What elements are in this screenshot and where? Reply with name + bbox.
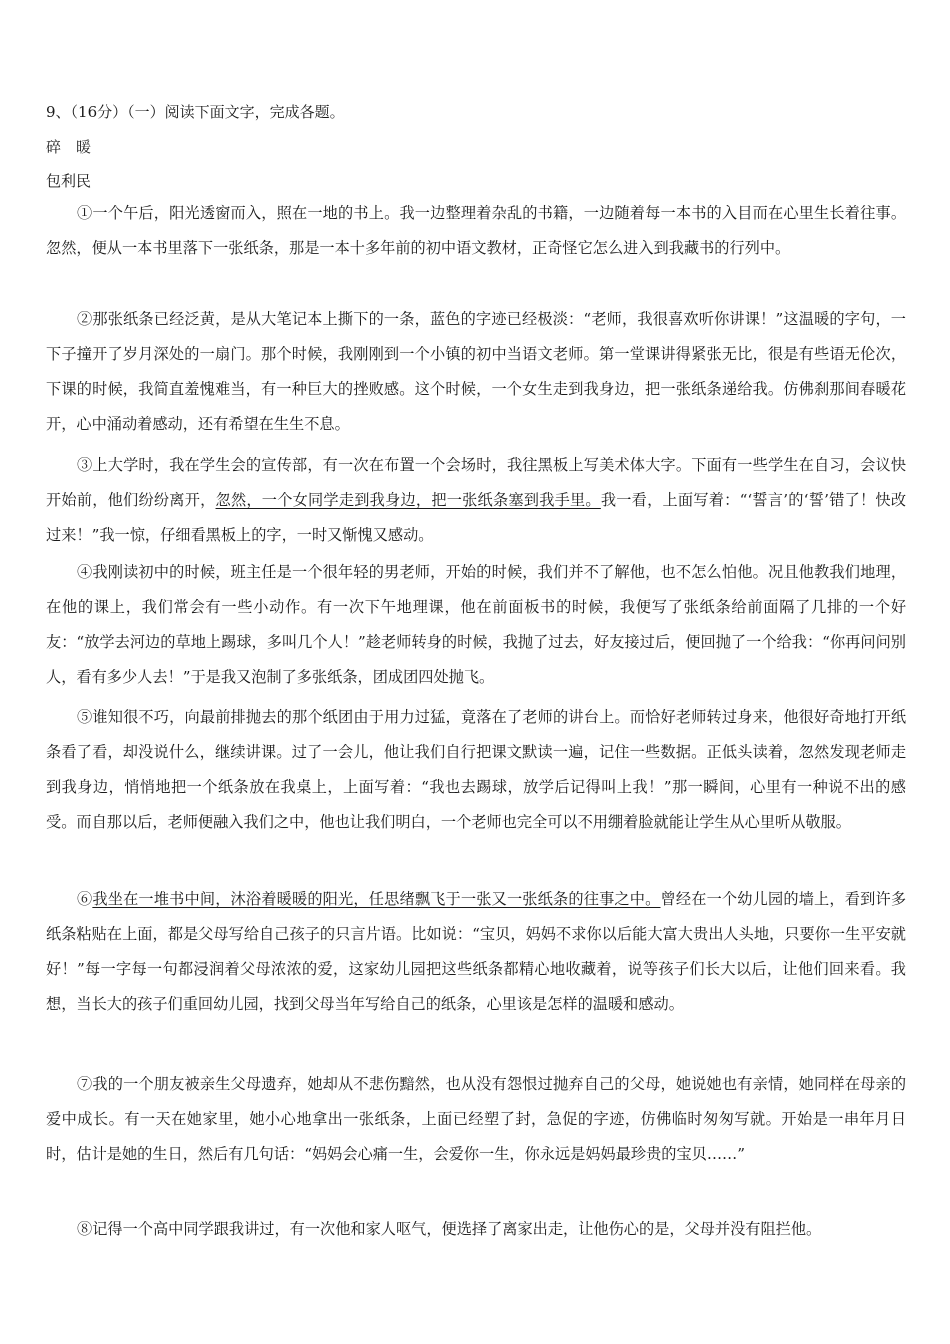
- article-title: 碎 暖: [46, 138, 92, 156]
- paragraph-2: ②那张纸条已经泛黄，是从大笔记本上撕下的一条，蓝色的字迹已经极淡：“老师，我很喜欢听你讲课！”这温暖的字句，一下子撞开了岁月深处的一扇门。那个时候，我刚刚到一个小镇的初中当语文老师。第一堂课讲得紧张无比，很是有些语无伦次，下课的时候，我简直羞愧难当，有一种巨大的挫败感。这个时候，一个女生走到我身边，把一张纸条递给我。仿佛刹那间春暖花开，心中涌动着感动，还有希望在生生不息。: [46, 310, 906, 433]
- paragraph-3: ③上大学时，我在学生会的宣传部，有一次在布置一个会场时，我往黑板上写美术体大字。下面有一些学生在自习，会议快开始前，他们纷纷离开，忽然，一个女同学走到我身边，把一张纸条塞到我手里。我一看，上面写着：“‘誓言’的‘誓’错了！快改过来！”我一惊，仔细看黑板上的字，一时又惭愧又感动。: [46, 456, 907, 544]
- paragraph-4: ④我刚读初中的时候，班主任是一个很年轻的男老师，开始的时候，我们并不了解他，也不怎么怕他。况且他教我们地理，在他的课上，我们常会有一些小动作。有一次下午地理课，他在前面板书的时候，我便写了张纸条给前面隔了几排的一个好友：“放学去河边的草地上踢球，多叫几个人！”趁老师转身的时候，我抛了过去，好友接过后，便回抛了一个给我：“你再问问别人，看有多少人去！”于是我又泡制了多张纸条，团成团四处抛飞。: [46, 563, 906, 686]
- paragraph-6: ⑥我坐在一堆书中间，沐浴着暖暖的阳光，任思绪飘飞于一张又一张纸条的往事之中。曾经在一个幼儿园的墙上，看到许多纸条粘贴在上面，都是父母写给自己孩子的只言片语。比如说：“宝贝，妈妈不求你以后能大富大贵出人头地，只要你一生平安就好！”每一字每一句都浸润着父母浓浓的爱，这家幼儿园把这些纸条都精心地收藏着，说等孩子们长大以后，让他们回来看。我想，当长大的孩子们重回幼儿园，找到父母当年写给自己的纸条，心里该是怎样的温暖和感动。: [46, 890, 907, 1013]
- paragraph-5: ⑤谁知很不巧，向最前排抛去的那个纸团由于用力过猛，竟落在了老师的讲台上。而恰好老师转过身来，他很好奇地打开纸条看了看，却没说什么，继续讲课。过了一会儿，他让我们自行把课文默读一遍，记住一些数据。正低头读着，忽然发现老师走到我身边，悄悄地把一个纸条放在我桌上，上面写着：“我也去踢球，放学后记得叫上我！”那一瞬间，心里有一种说不出的感受。而自那以后，老师便融入我们之中，他也让我们明白，一个老师也完全可以不用绷着脸就能让学生从心里听从敬服。: [46, 708, 906, 831]
- paragraph-7: ⑦我的一个朋友被亲生父母遗弃，她却从不悲伤黯然，也从没有怨恨过抛弃自己的父母，她说她也有亲情，她同样在母亲的爱中成长。有一天在她家里，她小心地拿出一张纸条，上面已经塑了封，急促的字迹，仿佛临时匆匆写就。开始是一串年月日时，估计是她的生日，然后有几句话：“妈妈会心痛一生，会爱你一生，你永远是妈妈最珍贵的宝贝……”: [46, 1075, 906, 1163]
- underlined-sentence-3: 忽然，一个女同学走到我身边，把一张纸条塞到我手里。: [215, 491, 601, 509]
- paragraph-1: ①一个午后，阳光透窗而入，照在一地的书上。我一边整理着杂乱的书籍，一边随着每一本书的入目而在心里生长着往事。忽然，便从一本书里落下一张纸条，那是一本十多年前的初中语文教材，正奇怪它怎么进入到我藏书的行列中。: [46, 204, 906, 257]
- underlined-sentence-6: 我坐在一堆书中间，沐浴着暖暖的阳光，任思绪飘飞于一张又一张纸条的往事之中。: [92, 890, 661, 908]
- question-header: 9、（16分）（一）阅读下面文字，完成各题。: [46, 103, 345, 121]
- paragraph-8: ⑧记得一个高中同学跟我讲过，有一次他和家人呕气，便选择了离家出走，让他伤心的是，父母并没有阻拦他。: [77, 1220, 822, 1238]
- article-author: 包利民: [46, 172, 92, 190]
